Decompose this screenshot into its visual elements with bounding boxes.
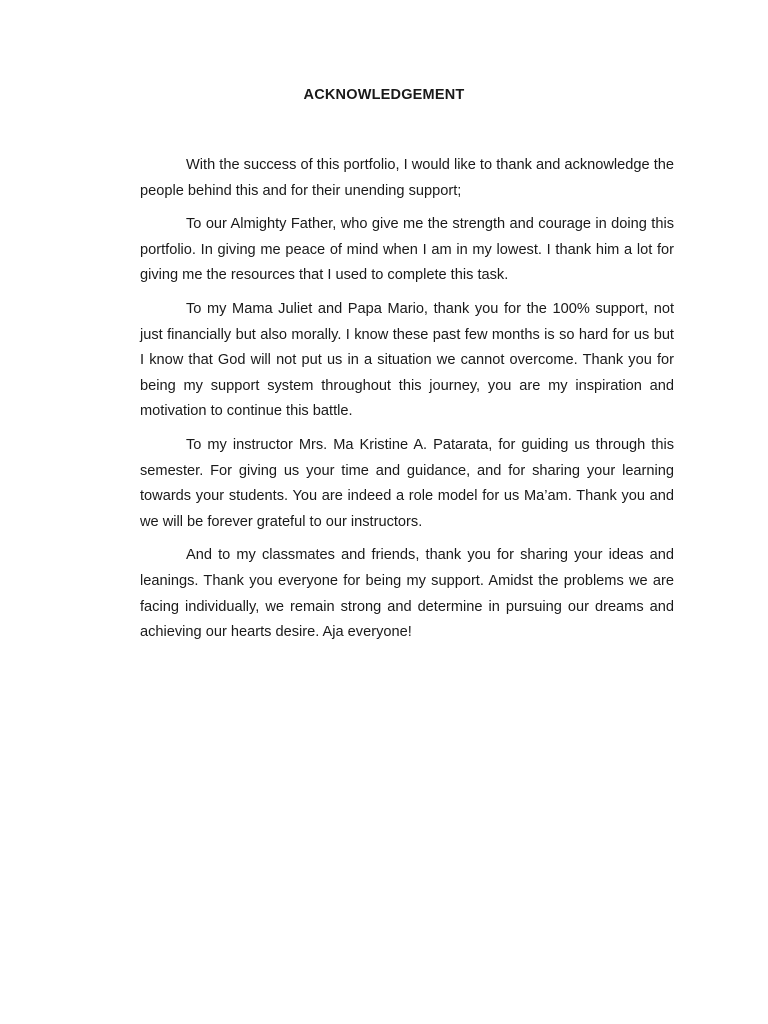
paragraph-instructor: To my instructor Mrs. Ma Kristine A. Patarata, for guiding us through this semester. For giving us your time and guidance, and for sharing your learning towards your students. You are indeed a role model for us Ma’am. Thank you and we will be forever grateful to our instructors.	[140, 436, 674, 530]
paragraph-almighty-father: To our Almighty Father, who give me the strength and courage in doing this portfolio. In giving me peace of mind when I am in my lowest. I thank him a lot for giving me the resources that I used to complete this task.	[140, 216, 674, 284]
document-body	[140, 153, 674, 654]
page-title: ACKNOWLEDGEMENT	[303, 87, 465, 103]
paragraph-parents: To my Mama Juliet and Papa Mario, thank you for the 100% support, not just financially but also morally. I know these past few months is so hard for us but I know that God will not put us in a situation we cannot overcome. Thank you for being my support system throughout this journey, you are my inspiration and motivation to continue this battle.	[140, 300, 674, 420]
paragraph-classmates: And to my classmates and friends, thank you for sharing your ideas and leanings. Thank you everyone for being my support. Amidst the problems we are facing individually, we remain strong and determine in pursuing our dreams and achieving our hearts desire. Aja everyone!	[140, 547, 674, 641]
paragraph-intro: With the success of this portfolio, I would like to thank and acknowledge the people behind this and for their unending support;	[140, 157, 674, 199]
